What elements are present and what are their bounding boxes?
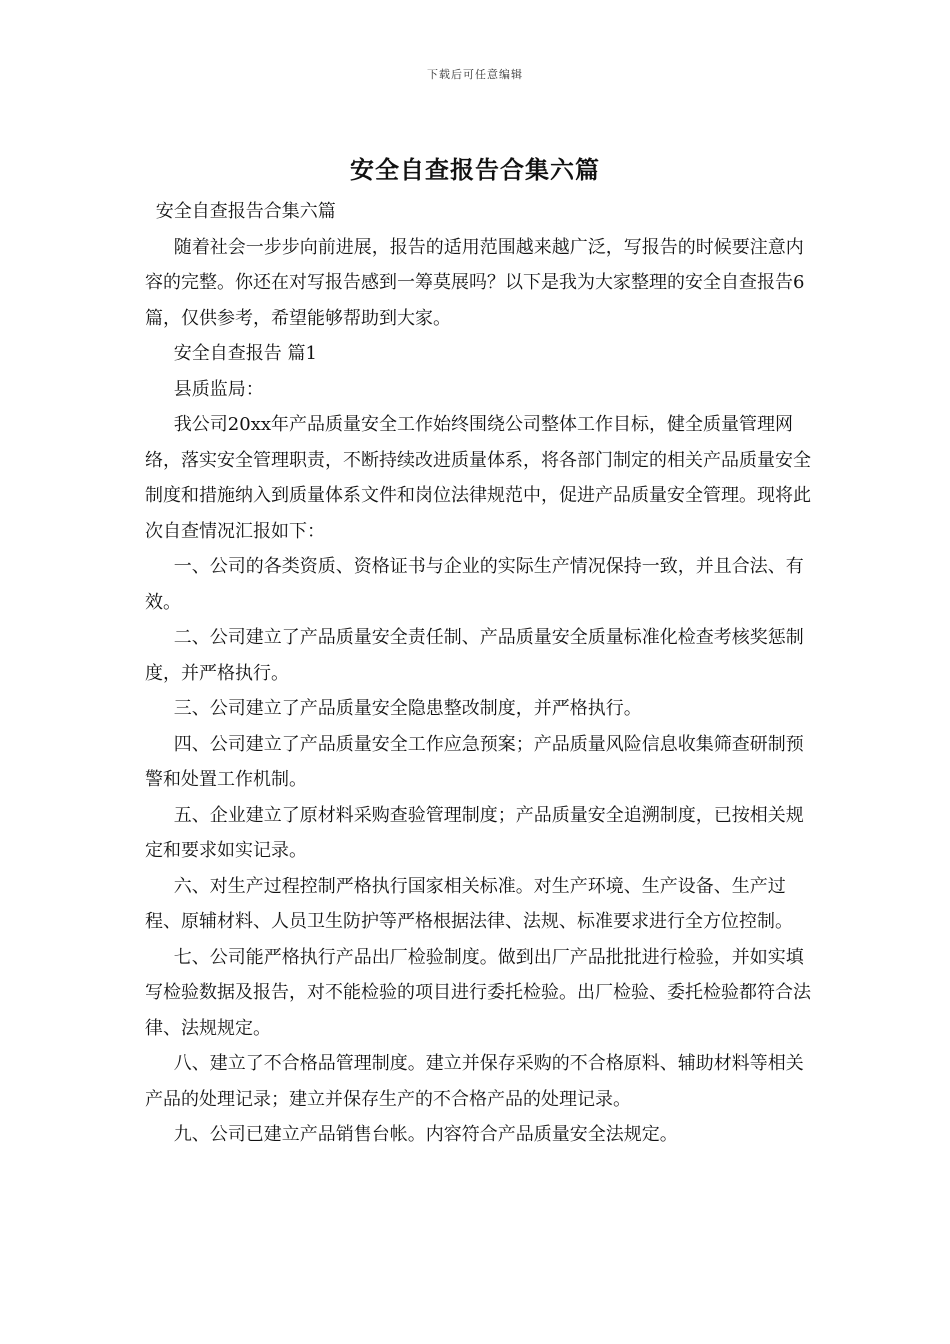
list-item: 四、公司建立了产品质量安全工作应急预案；产品质量风险信息收集筛查研制预警和处置工作机制。 [145,733,804,790]
body-paragraph: 我公司20xx年产品质量安全工作始终围绕公司整体工作目标，健全质量管理网络，落实安全管理职责，不断持续改进质量体系，将各部门制定的相关产品质量安全制度和措施纳入到质量体系文件和岗位法律规范中，促进产品质量安全管理。现将此次自查情况汇报如下： [145,414,811,542]
document-body [145,194,815,1153]
list-item: 一、公司的各类资质、资格证书与企业的实际生产情况保持一致，并且合法、有效。 [145,556,804,613]
list-item: 五、企业建立了原材料采购查验管理制度；产品质量安全追溯制度，已按相关规定和要求如实记录。 [145,804,804,861]
section-heading: 安全自查报告 篇1 [173,343,317,364]
salutation: 县质监局： [173,378,264,400]
subtitle-paragraph: 安全自查报告合集六篇 [155,201,336,222]
list-item: 三、公司建立了产品质量安全隐患整改制度，并严格执行。 [173,698,642,719]
header-note: 下载后可任意编辑 [427,68,523,81]
intro-paragraph: 随着社会一步步向前进展，报告的适用范围越来越广泛，写报告的时候要注意内容的完整。你还在对写报告感到一筹莫展吗？以下是我为大家整理的安全自查报告6篇，仅供参考，希望能够帮助到大家。 [145,236,805,329]
document-title: 安全自查报告合集六篇 [350,155,600,184]
list-item: 二、公司建立了产品质量安全责任制、产品质量安全质量标准化检查考核奖惩制度，并严格执行。 [145,627,804,684]
list-item: 七、公司能严格执行产品出厂检验制度。做到出厂产品批批进行检验，并如实填写检验数据及报告，对不能检验的项目进行委托检验。出厂检验、委托检验都符合法律、法规规定。 [145,946,811,1039]
list-item: 九、公司已建立产品销售台帐。内容符合产品质量安全法规定。 [173,1124,678,1145]
list-item: 八、建立了不合格品管理制度。建立并保存采购的不合格原料、辅助材料等相关产品的处理记录；建立并保存生产的不合格产品的处理记录。 [145,1053,804,1110]
list-item: 六、对生产过程控制严格执行国家相关标准。对生产环境、生产设备、生产过程、原辅材料、人员卫生防护等严格根据法律、法规、标准要求进行全方位控制。 [145,875,793,932]
